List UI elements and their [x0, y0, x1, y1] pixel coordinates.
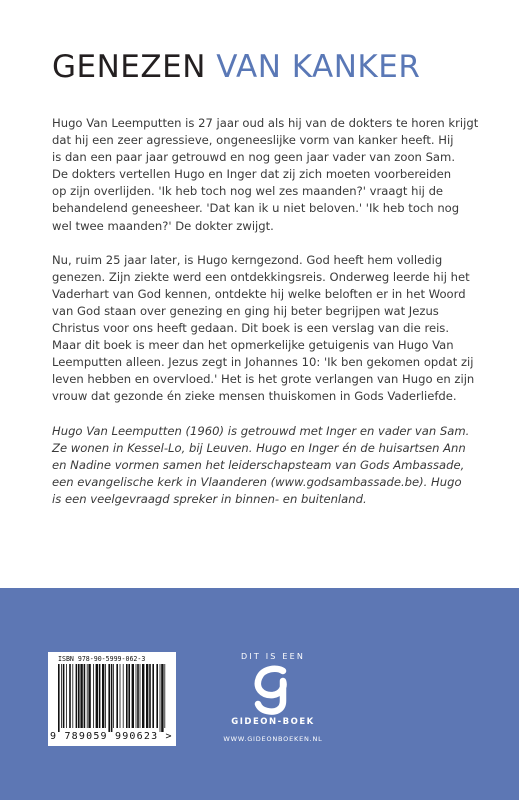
barcode-bar [105, 664, 106, 728]
text-line: van God staan over genezing en ging hij beter begrijpen wat Jezus [52, 303, 439, 318]
barcode-bar [66, 664, 67, 728]
title-part-1: GENEZEN [52, 48, 206, 85]
text-line: De dokters vertellen Hugo en Inger dat zij zich moeten voorbereiden [52, 167, 452, 182]
barcode [48, 652, 176, 746]
barcode-bar [137, 664, 139, 728]
text-line: Ze wonen in Kessel-Lo, bij Leuven. Hugo en Inger én de huisartsen Ann [52, 440, 466, 455]
barcode-bar [76, 664, 78, 728]
text-line: en Nadine vormen samen het leiderschapsteam van Gods Ambassade, [52, 457, 465, 472]
barcode-bar [88, 664, 90, 728]
barcode-bar [120, 664, 121, 728]
publisher-name: GIDEON-BOEK [231, 717, 315, 727]
author-bio [52, 423, 492, 508]
back-cover-text [52, 115, 492, 508]
barcode-bar [78, 664, 80, 728]
barcode-bar [161, 664, 163, 732]
text-line: Nu, ruim 25 jaar later, is Hugo kerngezond. God heeft hem volledig [52, 252, 443, 267]
publisher-block [218, 652, 328, 743]
barcode-bar [63, 664, 65, 728]
text-line: Hugo Van Leemputten is 27 jaar oud als hij van de dokters te horen krijgt [52, 116, 479, 130]
paragraph-story [52, 252, 492, 406]
text-line: Leemputten alleen. Jezus zegt in Johannes 10: 'Ik ben gekomen opdat zij [52, 355, 474, 370]
barcode-bar [126, 664, 128, 728]
barcode-bar [96, 664, 98, 728]
barcode-bar [116, 664, 118, 728]
title-part-2: VAN KANKER [216, 48, 421, 85]
barcode-bar [102, 664, 104, 728]
text-line: is dan een paar jaar getrouwd en nog geen jaar vader van zoon Sam. [52, 150, 456, 165]
barcode-bar [146, 664, 148, 728]
barcode-bar [61, 664, 62, 728]
barcode-digits: 9 789059 990623 > [50, 731, 173, 742]
text-line: Vaderhart van God kennen, ontdekte hij welke beloften er in het Woord [52, 286, 466, 301]
barcode-bar [136, 664, 137, 728]
text-line: op zijn overlijden. 'Ik heb toch nog wel zes maanden?' vraagt hij de [52, 184, 444, 199]
barcode-bar [99, 664, 101, 728]
barcode-bar [69, 664, 71, 728]
text-line: genezen. Zijn ziekte werd een ontdekkingsreis. Onderweg leerde hij het [52, 269, 470, 284]
barcode-bar [128, 664, 130, 728]
barcode-bar [80, 664, 82, 728]
barcode-bar [149, 664, 151, 728]
text-line: behandelend geneesheer. 'Dat kan ik u niet beloven.' 'Ik heb toch nog [52, 201, 460, 216]
barcode-bar [156, 664, 158, 728]
text-line: wel twee maanden?' De dokter zwijgt. [52, 218, 274, 233]
barcode-bar [142, 664, 144, 728]
gideon-g-logo-icon [251, 665, 295, 715]
isbn-label: ISBN 978-90-5999-062-3 [58, 655, 146, 663]
barcode-bar [113, 664, 114, 728]
text-line: is een veelgevraagd spreker in binnen- en buitenland. [52, 491, 367, 506]
text-line: dat hij een zeer agressieve, ongeneeslijke vorm van kanker heeft. Hij [52, 133, 454, 148]
barcode-bar [84, 664, 86, 728]
book-title [52, 49, 420, 85]
barcode-bar [108, 664, 110, 732]
barcode-bar [132, 664, 134, 728]
barcode-bar [87, 664, 88, 728]
paragraph-intro [52, 115, 492, 235]
barcode-bar [123, 664, 124, 728]
text-line: Hugo Van Leemputten (1960) is getrouwd met Inger en vader van Sam. [52, 423, 470, 438]
text-line: een evangelische kerk in Vlaanderen (www.godsambassade.be). Hugo [52, 474, 462, 489]
barcode-bar [160, 664, 161, 732]
text-line: leven hebben en overvloed.' Het is het grote verlangen van Hugo en zijn [52, 372, 475, 387]
barcode-bar [111, 664, 113, 732]
text-line: vrouw dat gezonde én zieke mensen thuiskomen in Gods Vaderliefde. [52, 389, 457, 404]
barcode-bar [72, 664, 73, 728]
barcode-bar [152, 664, 154, 728]
publisher-intro: DIT IS EEN [240, 652, 306, 661]
barcode-bar [164, 664, 165, 728]
barcode-bar [58, 664, 60, 732]
text-line: Christus voor ons heeft gedaan. Dit boek is een verslag van die reis. [52, 321, 450, 336]
text-line: Maar dit boek is meer dan het opmerkelijke getuigenis van Hugo Van [52, 338, 454, 353]
barcode-bar [93, 664, 94, 728]
publisher-url[interactable]: WWW.GIDEONBOEKEN.NL [223, 735, 323, 743]
barcode-bar [140, 664, 141, 728]
